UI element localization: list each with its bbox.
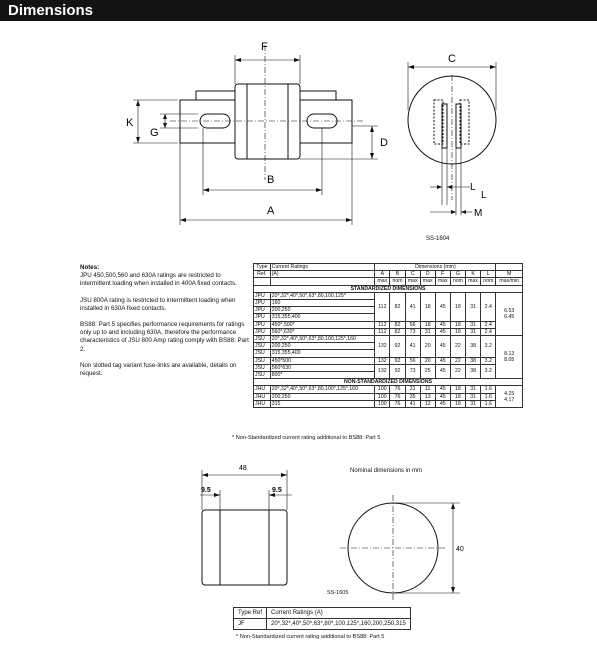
dim-value: 3.2: [481, 336, 496, 358]
header-col: D: [420, 271, 435, 278]
drawing-code-ss1605: SS-1605: [327, 590, 349, 596]
dim-value: 45: [435, 400, 450, 407]
dim-value: 112: [375, 292, 390, 321]
dim-label-b: B: [267, 174, 275, 186]
fuse-body: [235, 84, 300, 159]
dim-value: 45: [435, 386, 450, 393]
dim-value: 45: [435, 321, 450, 328]
table-row: [254, 393, 523, 400]
header-dimensions: Dimensions (mm): [375, 264, 496, 271]
current-ratings: 200,250: [270, 393, 375, 400]
dim-value: 45: [435, 328, 450, 335]
section-title: Dimensions: [8, 2, 94, 19]
dim-value: 100: [375, 400, 390, 407]
notes-block: [80, 264, 250, 386]
type-ref: JPU: [254, 300, 271, 307]
jf-ref: JF: [234, 619, 267, 630]
subheader-cell: nom: [481, 278, 496, 285]
section-standardized: STANDARDIZED DIMENSIONS: [254, 285, 523, 292]
subheader-cell: max: [420, 278, 435, 285]
subheader-m: max/min: [496, 278, 523, 285]
dim-value: 73: [405, 328, 420, 335]
current-ratings: 20*,32*,40*,50*,63*,80,100*,125*,160: [270, 386, 375, 393]
note-4: Non slotted tag variant fuse-links are available, details on request.: [80, 361, 237, 378]
dim-value: 76: [390, 393, 405, 400]
dim-value: 3.2: [481, 364, 496, 378]
dim-value: 18: [450, 321, 465, 328]
dim-value: 1.6: [481, 393, 496, 400]
dim-value: 20: [420, 357, 435, 364]
notes-title: Notes:: [80, 264, 100, 271]
dim-value: 82: [390, 328, 405, 335]
section-row: [254, 285, 523, 292]
header-ref: Ref.: [254, 271, 271, 278]
dim-value: 25: [420, 364, 435, 378]
current-ratings: 315,355,400: [270, 314, 375, 321]
dim-value: 45: [435, 393, 450, 400]
dim-value: 18: [420, 292, 435, 321]
note-3: BS88: Part 5 specifies performance requirements for ratings only up to and including 630A, therefore the performance characteristics of JSU 800 Amp rating comply with BS88: Part 2.: [80, 321, 249, 353]
dim-value: 1.6: [481, 386, 496, 393]
type-ref: JPU: [254, 321, 271, 328]
dim-label-d: D: [380, 137, 388, 149]
type-ref: JSU: [254, 350, 271, 357]
header-m-blank: [496, 264, 523, 271]
current-ratings: 200,250: [270, 343, 375, 350]
dim-value: 22: [450, 357, 465, 364]
dim-value: 73: [405, 364, 420, 378]
type-ref: JSU: [254, 372, 271, 379]
note-1: JPU 450,500,560 and 630A ratings are restricted to intermittent loading when installed in 400A fixed contacts.: [80, 272, 237, 288]
blank: [270, 278, 375, 285]
jf-header-type: Type Ref: [234, 608, 267, 619]
jf-data-row: [234, 619, 411, 630]
header-col: B: [390, 271, 405, 278]
dim-value: 3.2: [481, 357, 496, 364]
header-col: L: [481, 271, 496, 278]
table-row: [254, 386, 523, 393]
dim-value: 2.4: [481, 328, 496, 335]
dim-value: 38: [466, 336, 481, 358]
dim-value: 18: [420, 321, 435, 328]
header-col: F: [435, 271, 450, 278]
type-ref: JHU: [254, 400, 271, 407]
dim-label-k: K: [126, 117, 134, 129]
dim-value: 20: [420, 336, 435, 358]
header-col: K: [466, 271, 481, 278]
table-subheader-row: [254, 278, 523, 285]
jf-table: [233, 607, 411, 630]
dim-value: 31: [466, 321, 481, 328]
type-ref: JPU: [254, 292, 271, 299]
blank: [254, 278, 271, 285]
dim-label-m: M: [474, 208, 483, 219]
subheader-cell: max: [405, 278, 420, 285]
type-ref: JSU: [254, 343, 271, 350]
current-ratings: 20*,32*,40*,50*,63*,80,100,125*: [270, 292, 375, 299]
m-value-jpu: 6.53 6.45: [496, 292, 523, 335]
table-row: [254, 321, 523, 328]
subheader-cell: max: [435, 278, 450, 285]
dim-label-f: F: [261, 41, 268, 53]
dim-value: 45: [435, 336, 450, 358]
jf-footnote: * Non-Standardized current rating additional to BS88: Part 5: [236, 634, 385, 640]
dim-value: 92: [390, 364, 405, 378]
m-value-jsu: 8.13 8.05: [496, 336, 523, 379]
dim-value: 31: [420, 328, 435, 335]
current-ratings: 315: [270, 400, 375, 407]
table-header-row: [254, 264, 523, 271]
dim-value: 76: [390, 386, 405, 393]
fuse-drawing-ss1605: [0, 455, 597, 605]
jf-ratings: 20*,32*,40*,50*,63*,80*,100,125*,160,200,250,315: [267, 619, 411, 630]
current-ratings: 450*,500*: [270, 321, 375, 328]
subheader-cell: nom: [390, 278, 405, 285]
dim-value: 132: [375, 364, 390, 378]
dim-value: 56: [405, 357, 420, 364]
dim-value: 18: [450, 386, 465, 393]
fuse-drawing-ss1604: [0, 0, 597, 255]
dim-value: 12: [420, 400, 435, 407]
dim-value: 41: [405, 336, 420, 358]
type-ref: JPU: [254, 307, 271, 314]
dim-value: 31: [466, 400, 481, 407]
dim-label-c: C: [448, 53, 456, 65]
dim-value: 18: [450, 328, 465, 335]
dim-value: 112: [375, 321, 390, 328]
subheader-cell: nom: [450, 278, 465, 285]
dim-value: 11: [420, 386, 435, 393]
dim-value: 45: [435, 364, 450, 378]
dim-value: 38: [466, 357, 481, 364]
table-footnote: * Non-Standardized current rating additional to BS88: Part 5: [232, 435, 381, 441]
dim-value: 82: [390, 321, 405, 328]
current-ratings: 20*,32*,40*,50*,63*,80,100,125*,160: [270, 336, 375, 343]
type-ref: JSU: [254, 336, 271, 343]
dim-value: 1.6: [481, 400, 496, 407]
type-ref: JHU: [254, 393, 271, 400]
dim-value: 18: [450, 400, 465, 407]
type-ref: JPU: [254, 328, 271, 335]
header-col: C: [405, 271, 420, 278]
current-ratings: 450*500: [270, 357, 375, 364]
current-ratings: 560*,630*: [270, 328, 375, 335]
header-ratings: Current Ratings: [270, 264, 375, 271]
dim-value: 31: [466, 393, 481, 400]
table-row: [254, 328, 523, 335]
dim-label-l2: L: [481, 190, 487, 201]
m-value-jhu: 4.25 4.17: [496, 386, 523, 408]
dim-9-5-left: 9.5: [201, 487, 211, 494]
table-row: [254, 364, 523, 371]
left-tag: [180, 100, 235, 143]
table-row: [254, 357, 523, 364]
jf-header-ratings: Current Ratings (A): [267, 608, 411, 619]
section-non-standardized: NON-STANDARDIZED DIMENSIONS: [254, 379, 523, 386]
nominal-dimensions-note: Nominal dimensions in mm: [350, 468, 423, 474]
dim-48: 48: [239, 465, 247, 472]
jf-body: [202, 510, 287, 585]
type-ref: JPU: [254, 314, 271, 321]
dim-value: 132: [375, 357, 390, 364]
current-ratings: 800*: [270, 372, 375, 379]
header-unit: (A): [270, 271, 375, 278]
dim-value: 76: [390, 400, 405, 407]
dim-40: 40: [456, 546, 464, 553]
current-ratings: 200,250: [270, 307, 375, 314]
dim-value: 38: [466, 364, 481, 378]
current-ratings: 560*630: [270, 364, 375, 371]
dim-value: 45: [435, 292, 450, 321]
header-col: A: [375, 271, 390, 278]
header-type: Type: [254, 264, 271, 271]
dim-value: 112: [375, 328, 390, 335]
dim-value: 31: [466, 328, 481, 335]
dim-value: 18: [450, 292, 465, 321]
dim-value: 13: [420, 393, 435, 400]
dim-value: 100: [375, 386, 390, 393]
drawing-code-ss1604: SS-1604: [426, 236, 450, 242]
current-ratings: 315,355,400: [270, 350, 375, 357]
section-row: [254, 379, 523, 386]
dim-label-l1: L: [470, 182, 476, 193]
dim-value: 22: [450, 336, 465, 358]
dim-value: 92: [390, 336, 405, 358]
dim-value: 2.4: [481, 321, 496, 328]
dim-value: 41: [405, 292, 420, 321]
dim-value: 82: [390, 292, 405, 321]
dim-value: 2.4: [481, 292, 496, 321]
dim-value: 31: [466, 386, 481, 393]
dim-value: 92: [390, 357, 405, 364]
dim-value: 22: [450, 364, 465, 378]
dim-value: 35: [405, 393, 420, 400]
header-col: G: [450, 271, 465, 278]
dim-9-5-right: 9.5: [272, 487, 282, 494]
subheader-cell: max: [375, 278, 390, 285]
type-ref: JSU: [254, 357, 271, 364]
current-ratings: 160: [270, 300, 375, 307]
subheader-cell: max: [466, 278, 481, 285]
dim-value: 31: [466, 292, 481, 321]
header-m: M: [496, 271, 523, 278]
dim-value: 41: [405, 400, 420, 407]
dim-label-a: A: [267, 205, 275, 217]
note-2: JSU 800A rating is restricted to intermittent loading when installed in 630A fixed contacts.: [80, 296, 236, 312]
table-header-row: [254, 271, 523, 278]
dimensions-table: [253, 263, 523, 408]
table-row: [254, 336, 523, 343]
jf-header-row: [234, 608, 411, 619]
dim-value: 18: [450, 393, 465, 400]
dim-label-g: G: [150, 127, 159, 139]
type-ref: JHU: [254, 386, 271, 393]
dim-value: 132: [375, 336, 390, 358]
table-row: [254, 400, 523, 407]
dim-value: 45: [435, 357, 450, 364]
table-row: [254, 292, 523, 299]
dim-value: 100: [375, 393, 390, 400]
dim-value: 31: [405, 386, 420, 393]
right-tag: [300, 100, 352, 143]
dim-value: 56: [405, 321, 420, 328]
type-ref: JSU: [254, 364, 271, 371]
